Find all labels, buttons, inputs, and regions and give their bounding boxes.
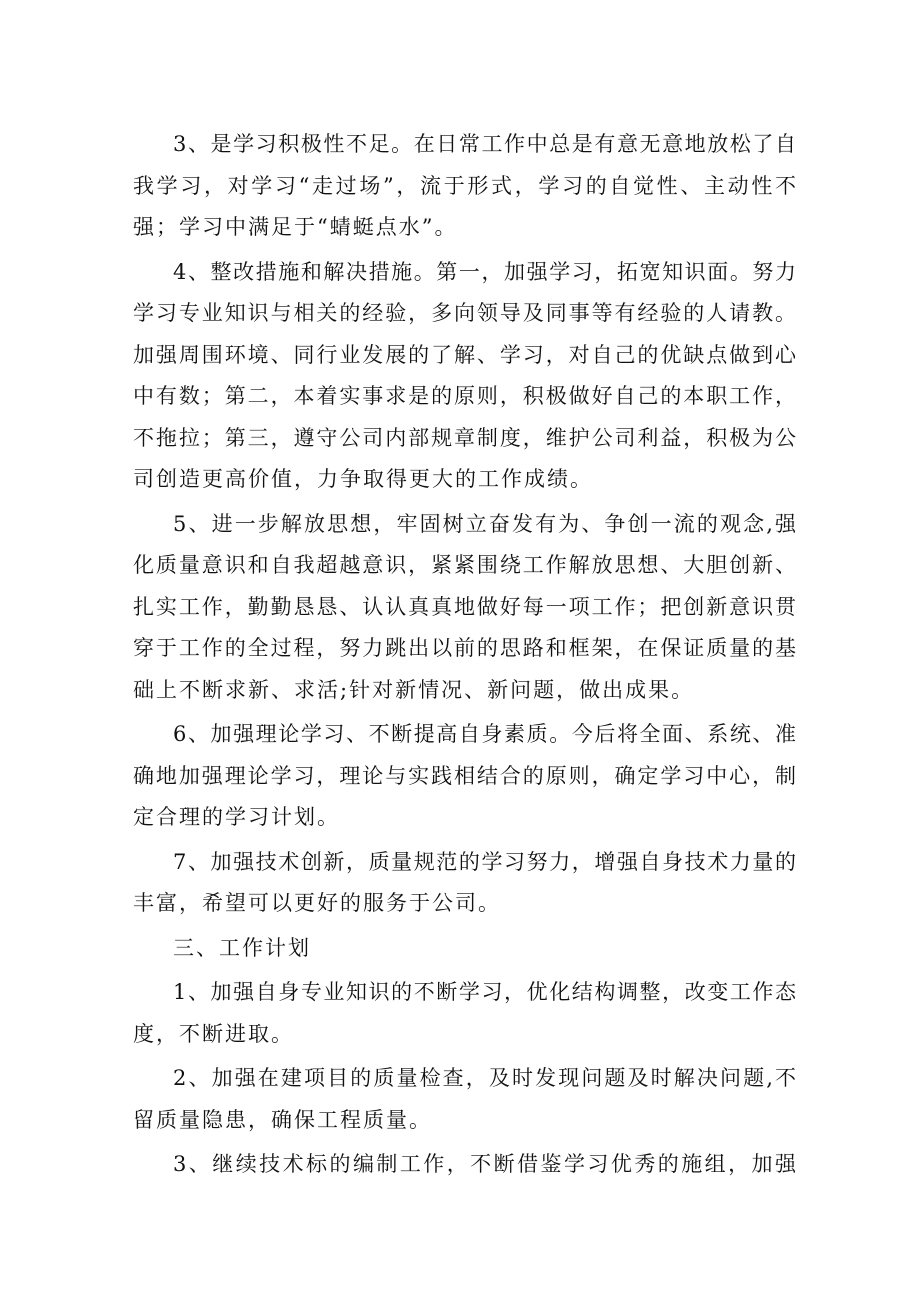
document-body	[133, 124, 797, 1189]
text-line: 7、加强技术创新，质量规范的学习努力，增强自身技术力量的	[173, 849, 797, 874]
text-line: 扎实工作，勤勤恳恳、认认真真地做好每一项工作；把创新意识贯	[133, 594, 797, 619]
text-line: 定合理的学习计划。	[133, 805, 340, 829]
text-line: 确地加强理论学习，理论与实践相结合的原则，确定学习中心，制	[133, 763, 797, 788]
text-line: 三、工作计划	[173, 935, 311, 960]
text-line: 学习专业知识与相关的经验，多向领导及同事等有经验的人请教。	[133, 301, 797, 325]
text-line: 中有数；第二，本着实事求是的原则，积极做好自己的本职工作，	[133, 384, 797, 408]
text-line: 穿于工作的全过程，努力跳出以前的思路和框架，在保证质量的基	[133, 636, 797, 660]
text-line: 留质量隐患，确保工程质量。	[133, 1107, 432, 1132]
text-line: 强；学习中满足于“蜻蜓点水”。	[133, 215, 458, 239]
text-line: 2、加强在建项目的质量检查，及时发现问题及时解决问题,不	[173, 1066, 797, 1090]
paragraph	[133, 124, 797, 249]
text-line: 度，不断进取。	[133, 1021, 294, 1046]
text-line: 加强周围环境、同行业发展的了解、学习，对自己的优缺点做到心	[133, 342, 797, 367]
text-line: 础上不断求新、求活;针对新情况、新问题，做出成果。	[133, 677, 695, 702]
text-line: 3、是学习积极性不足。在日常工作中总是有意无意地放松了自	[173, 132, 797, 156]
text-line: 5、进一步解放思想，牢固树立奋发有为、争创一流的观念,强	[173, 511, 797, 536]
text-line: 6、加强理论学习、不断提高自身素质。今后将全面、系统、准	[173, 722, 797, 746]
text-line: 4、整改措施和解决措施。第一，加强学习，拓宽知识面。努力	[173, 259, 797, 284]
text-line: 我学习，对学习“走过场”，流于形式，学习的自觉性、主动性不	[133, 173, 797, 198]
paragraph	[133, 504, 797, 712]
paragraph	[133, 714, 797, 839]
paragraph	[133, 928, 797, 970]
text-line: 司创造更高价值，力争取得更大的工作成绩。	[133, 467, 593, 491]
paragraph	[133, 842, 797, 925]
paragraph	[133, 1058, 797, 1141]
text-line: 1、加强自身专业知识的不断学习，优化结构调整，改变工作态	[173, 980, 797, 1004]
paragraph	[133, 972, 797, 1055]
paragraph	[133, 252, 797, 501]
text-line: 不拖拉；第三，遵守公司内部规章制度，维护公司利益，积极为公	[133, 425, 797, 450]
text-line: 丰富，希望可以更好的服务于公司。	[133, 891, 501, 915]
paragraph	[133, 1144, 797, 1186]
text-line: 3、继续技术标的编制工作，不断借鉴学习优秀的施组，加强	[173, 1152, 797, 1176]
text-line: 化质量意识和自我超越意识，紧紧围绕工作解放思想、大胆创新、	[133, 553, 797, 577]
